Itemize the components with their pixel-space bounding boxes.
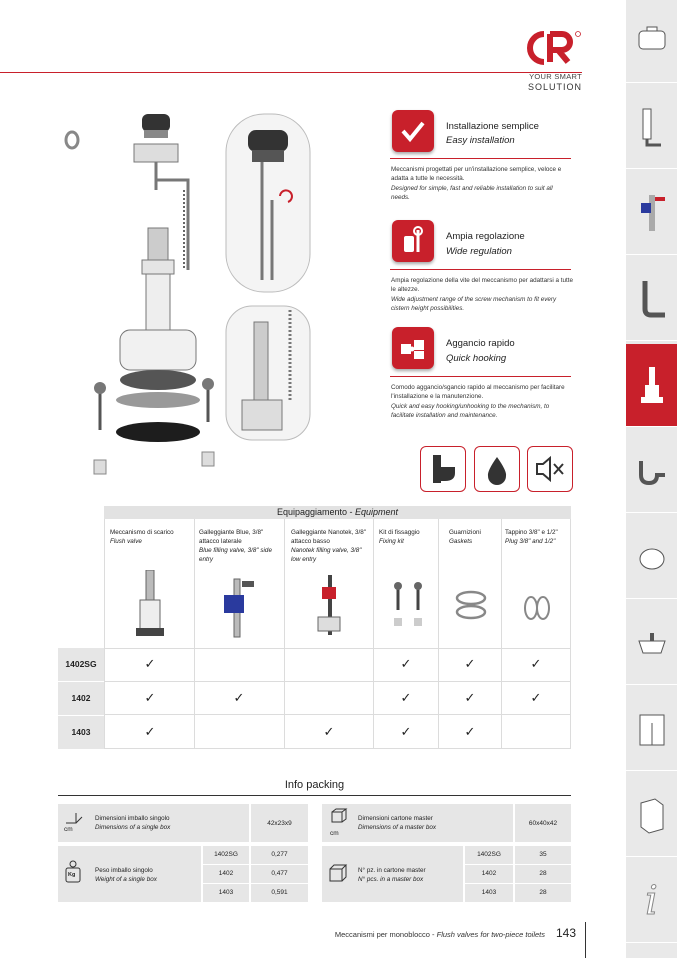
- feature-3-desc-it: Comodo aggancio/sgancio rapido al meccanismo per facilitare l'installazione e la manutenzione.: [391, 384, 565, 400]
- equipment-title-it: Equipaggiamento: [276, 507, 348, 517]
- col-head-en: Blue filling valve, 3/8" side entry: [199, 547, 272, 563]
- feature-3-title-en: Quick hooking: [446, 353, 507, 364]
- feature-1-title: Installazione semplice: [446, 121, 539, 132]
- col-head-it: Kit di fissaggio: [379, 529, 420, 536]
- pieces-value: 35: [539, 851, 547, 858]
- flush-valve-icon[interactable]: [626, 344, 677, 427]
- feature-1-desc: [391, 165, 573, 202]
- cabinet-icon[interactable]: [626, 688, 677, 771]
- col-head-gaskets: [449, 528, 499, 546]
- fixing-kit-thumbnail: [390, 580, 426, 635]
- col-head-nanotek-valve: [291, 528, 371, 564]
- siphon-icon[interactable]: [626, 430, 677, 513]
- single-box-label-en: Dimensions of a single box: [95, 824, 171, 831]
- row-line: [104, 714, 571, 715]
- single-box-value: 42x23x9: [267, 820, 292, 827]
- bend-pipe-icon[interactable]: [626, 258, 677, 341]
- fill-valve-icon[interactable]: [626, 172, 677, 255]
- product-illustration: [58, 100, 318, 490]
- gaskets-thumbnail: [455, 588, 487, 629]
- check-mark: ✓: [464, 690, 476, 705]
- master-box-label-it: Dimensioni cartone master: [358, 815, 433, 822]
- pieces-value: 28: [539, 889, 547, 896]
- row-code-1402: 1402: [58, 682, 104, 715]
- weight-label: [95, 866, 200, 884]
- sink-icon[interactable]: [626, 602, 677, 685]
- pieces-code: 1402: [481, 870, 497, 877]
- footer-text-it: Meccanismi per monoblocco -: [334, 930, 437, 939]
- weight-code: 1403: [218, 889, 234, 896]
- single-box-unit: cm: [64, 826, 73, 833]
- header-rule: [0, 72, 582, 73]
- category-sidebar: [626, 0, 677, 958]
- row-line: [104, 748, 571, 749]
- feature-3-desc-en: Quick and easy hooking/unhooking to the mechanism, to facilitate installation and maintenance.: [391, 403, 550, 419]
- info-icon[interactable]: [626, 860, 677, 943]
- check-mark: ✓: [464, 656, 476, 671]
- toilet-seat-icon[interactable]: [626, 516, 677, 599]
- info-letter: i: [645, 878, 658, 924]
- col-head-it: Guarnizioni: [449, 529, 481, 536]
- pieces-value: 28: [539, 870, 547, 877]
- feature-3-desc: [391, 383, 573, 420]
- flush-valve-thumbnail: [130, 570, 170, 645]
- weight-label-en: Weight of a single box: [95, 876, 157, 883]
- row-code-1403: 1403: [58, 716, 104, 749]
- brand-tagline-line2: SOLUTION: [527, 82, 582, 92]
- check-mark: ✓: [530, 656, 542, 671]
- flush-pipe-icon[interactable]: [626, 86, 677, 169]
- brand-logo: [522, 28, 582, 68]
- puzzle-icon: [392, 327, 434, 369]
- feature-2-rule: [390, 269, 571, 270]
- row-code-1402SG: 1402SG: [58, 648, 104, 681]
- col-head-en: Nanotek filling valve, 3/8" low entry: [291, 547, 362, 563]
- check-mark: ✓: [144, 690, 156, 705]
- check-mark: ✓: [323, 724, 335, 739]
- pieces-label: [358, 866, 463, 884]
- check-mark: ✓: [400, 656, 412, 671]
- row-line: [104, 648, 571, 649]
- feature-3-rule: [390, 376, 571, 377]
- plug-thumbnail: [522, 594, 552, 627]
- weight-code: 1402SG: [214, 851, 238, 858]
- pieces-label-it: N° pz. in cartone master: [358, 867, 426, 874]
- pieces-code: 1403: [481, 889, 497, 896]
- feature-2-desc-it: Ampia regolazione della vite del meccanismo per adattarsi a tutte le altezze.: [391, 277, 574, 293]
- col-head-en: Gaskets: [449, 538, 473, 545]
- shower-box-icon[interactable]: [626, 774, 677, 857]
- col-head-plug: [505, 528, 571, 546]
- info-packing-title: Info packing: [284, 779, 345, 791]
- weight-label-it: Peso imballo singolo: [95, 867, 153, 874]
- checkmark-icon: [392, 110, 434, 152]
- weight-value: 0,277: [271, 851, 288, 858]
- feature-2-title: Ampia regolazione: [446, 231, 525, 242]
- master-box-label-en: Dimensions of a master box: [358, 824, 437, 831]
- col-head-flush-valve: [110, 528, 190, 546]
- feature-2-desc-en: Wide adjustment range of the screw mechanism to fit every cistern height possibilities.: [391, 296, 557, 312]
- weight-code: 1402: [218, 870, 234, 877]
- wrench-icon: [392, 220, 434, 262]
- master-box-unit: cm: [330, 830, 339, 837]
- col-head-it: Galleggiante Blue, 3/8" attacco laterale: [199, 529, 264, 545]
- check-mark: ✓: [144, 724, 156, 739]
- master-box-label: [358, 814, 508, 832]
- info-packing-rule: [58, 795, 571, 796]
- master-box-value: 60x40x42: [528, 820, 558, 827]
- check-mark: ✓: [464, 724, 476, 739]
- row-line: [104, 681, 571, 682]
- check-mark: ✓: [530, 690, 542, 705]
- col-head-blue-valve: [199, 528, 281, 564]
- mute-speaker-icon: [527, 446, 573, 492]
- col-head-en: Fixing kit: [379, 538, 404, 545]
- feature-3-title: Aggancio rapido: [446, 338, 515, 349]
- col-head-it: Galleggiante Nanotek, 3/8" attacco basso: [291, 529, 367, 545]
- cistern-icon[interactable]: [626, 0, 677, 83]
- feature-1-desc-en: Designed for simple, fast and reliable installation to suit all needs.: [391, 185, 553, 201]
- col-head-en: Plug 3/8" and 1/2": [505, 538, 556, 545]
- blue-valve-thumbnail: [218, 575, 258, 646]
- check-mark: ✓: [233, 690, 245, 705]
- weight-value: 0,591: [271, 889, 288, 896]
- weight-unit: Kg: [68, 872, 76, 878]
- pieces-label-en: N° pcs. in a master box: [358, 876, 424, 883]
- single-box-label-it: Dimensioni imballo singolo: [95, 815, 170, 822]
- footer-text-en: Flush valves for two-piece toilets: [436, 930, 545, 939]
- col-head-it: Meccanismo di scarico: [110, 529, 174, 536]
- feature-1-title-en: Easy installation: [446, 135, 515, 146]
- col-head-en: Flush valve: [110, 538, 142, 545]
- single-box-label: [95, 814, 245, 832]
- check-mark: ✓: [144, 656, 156, 671]
- check-mark: ✓: [400, 690, 412, 705]
- water-drop-icon: [474, 446, 520, 492]
- footer-text: [240, 930, 545, 939]
- check-mark: ✓: [400, 724, 412, 739]
- master-box-icon: [328, 864, 348, 887]
- feature-2-title-en: Wide regulation: [446, 246, 512, 257]
- page-number: 143: [556, 926, 577, 940]
- equipment-title-en: Equipment: [355, 507, 399, 517]
- col-head-fixing-kit: [379, 528, 437, 546]
- page-separator: [585, 922, 586, 958]
- feature-2-desc: [391, 276, 573, 313]
- equipment-title-sep: -: [347, 507, 356, 517]
- feature-1-rule: [390, 158, 571, 159]
- pieces-code: 1402SG: [477, 851, 501, 858]
- feature-1-desc-it: Meccanismi progettati per un'installazione semplice, veloce e adatta a tutte le necessità.: [391, 166, 562, 182]
- toilet-icon: [420, 446, 466, 492]
- weight-value: 0,477: [271, 870, 288, 877]
- col-head-it: Tappino 3/8" e 1/2": [505, 529, 558, 536]
- brand-tagline-line1: YOUR SMART: [529, 72, 582, 81]
- equipment-header: [104, 506, 571, 519]
- nanotek-valve-thumbnail: [310, 575, 350, 646]
